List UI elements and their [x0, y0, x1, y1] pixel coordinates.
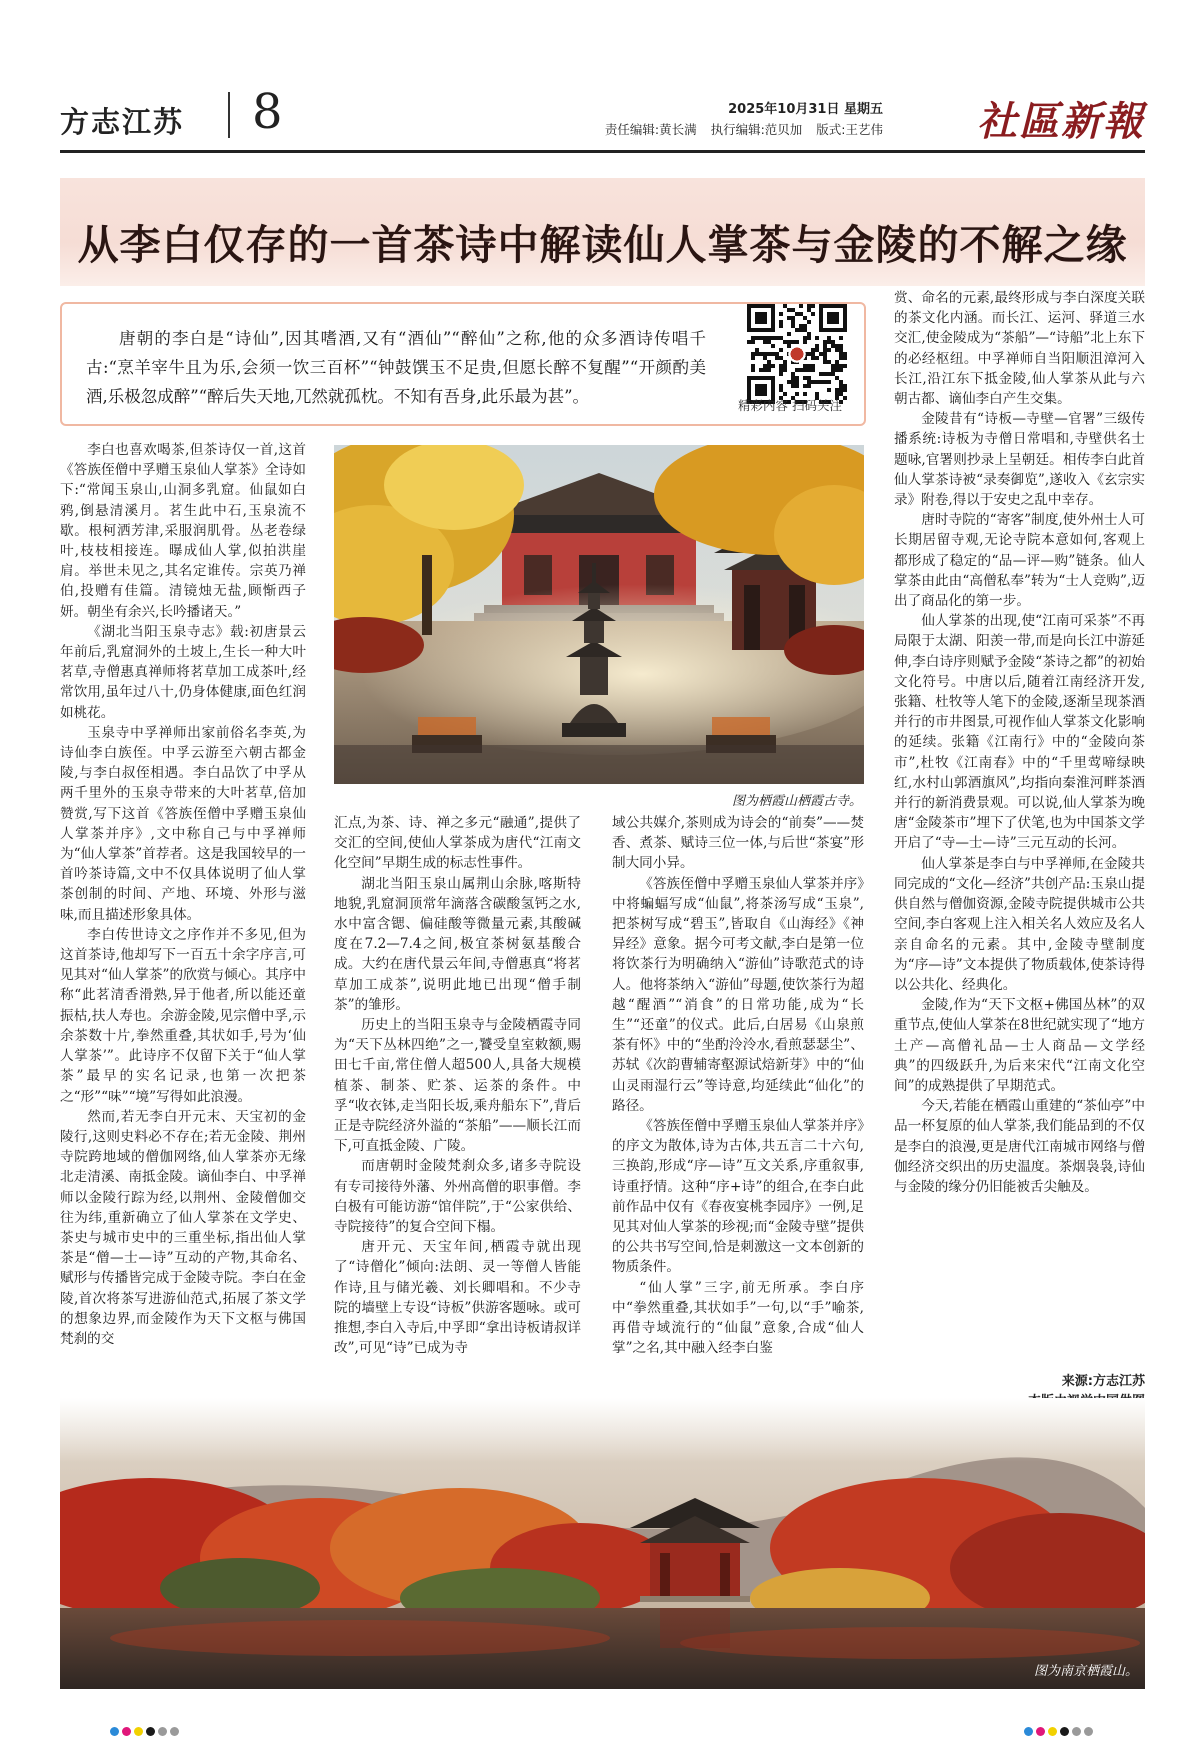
- paragraph: 汇点,为茶、诗、禅之多元“融通”,提供了交汇的空间,使仙人掌茶成为唐代“江南文化空间”早期生成的标志性事件。: [334, 815, 581, 872]
- newspaper-masthead: 社區新報: [977, 98, 1145, 145]
- article-headline: 从李白仅存的一首茶诗中解读仙人掌茶与金陵的不解之缘: [77, 221, 1128, 269]
- paragraph: 金陵,作为“天下文枢+佛国丛林”的双重节点,使仙人掌茶在8世纪就实现了“地方土产—高僧礼品—士人商品—文学经典”的四级跃升,为后来宋代“江南文化空间”的成熟提供了早期范式。: [894, 997, 1146, 1094]
- article-column-3: [612, 813, 864, 1358]
- paragraph: 而唐朝时金陵梵刹众多,诸多寺院设有专司接待外藩、外州高僧的职事僧。李白极有可能访游“馆伴院”,于“公家供给、寺院接待”的复合空间下榻。: [334, 1158, 581, 1236]
- article-column-4: [894, 288, 1145, 1197]
- print-registration-dots: [110, 1727, 179, 1737]
- color-dot: [110, 1727, 119, 1736]
- color-dot: [1072, 1727, 1081, 1736]
- paragraph: “仙人掌”三字,前无所承。李白序中“拳然重叠,其状如手”一句,以“手”喻茶,再借寺域流行的“仙鼠”意象,合成“仙人掌”之名,其中融入经李白鉴: [612, 1279, 864, 1357]
- paragraph: 唐开元、天宝年间,栖霞寺就出现了“诗僧化”倾向:法朗、灵一等僧人皆能作诗,且与储光羲、刘长卿唱和。不少寺院的墙壁上专设“诗板”供游客题咏。或可推想,李白入寺后,中孚即“拿出诗板请叔详改”,可见“诗”已成为寺: [334, 1239, 581, 1357]
- paragraph: 历史上的当阳玉泉寺与金陵栖霞寺同为“天下丛林四绝”之一,饕受皇室敕额,赐田七千亩,常住僧人超500人,具备大规模植茶、制茶、贮茶、运茶的条件。中孚“收衣钵,走当阳长坂,乘舟船东下”,背后正是寺院经济外溢的“茶船”——顺长江而下,可直抵金陵、广陵。: [334, 1017, 581, 1155]
- color-dot: [1048, 1727, 1057, 1736]
- issue-date: 2025年10月31日 星期五: [728, 102, 883, 117]
- print-registration-dots: [1024, 1727, 1093, 1737]
- paragraph: 唐时寺院的“寄客”制度,使外州士人可长期居留寺观,无论寺院本意如何,客观上都形成了稳定的“品—评—购”链条。仙人掌茶由此由“高僧私奉”转为“士人竞购”,迈出了商品化的第一步。: [894, 512, 1145, 610]
- paragraph: 仙人掌茶是李白与中孚禅师,在金陵共同完成的“文化—经济”共创产品:玉泉山提供自然与僧伽资源,金陵寺院提供城市公共空间,李白客观上注入相关名人效应及名人亲自命名的元素。其中,金陵寺壁制度为“序—诗”文本提供了物质载体,使茶诗得以公共化、经典化。: [894, 855, 1145, 993]
- page-number: 8: [252, 84, 283, 140]
- qr-caption: 精彩内容 扫码关注: [738, 398, 842, 413]
- lake-photo: [60, 1398, 1145, 1689]
- color-dot: [158, 1727, 167, 1736]
- paragraph: 湖北当阳玉泉山属荆山余脉,喀斯特地貌,乳窟洞顶常年滴落含碳酸氢钙之水,水中富含锶、偏硅酸等微量元素,其酸碱度在7.2—7.4之间,极宜茶树氨基酸合成。大约在唐代景云年间,寺僧惠真“将茗草加工成茶”,说明此地已出现“僧手制茶”的雏形。: [334, 875, 581, 1013]
- header-rule: [60, 150, 1145, 153]
- color-dot: [1036, 1727, 1045, 1736]
- section-name: 方志江苏: [60, 105, 185, 139]
- paragraph: 赏、命名的元素,最终形成与李白深度关联的茶文化内涵。而长江、运河、驿道三水交汇,使金陵成为“茶船”—“诗船”北上东下的必经枢纽。中孚禅师自当阳顺沮漳河入长江,沿江东下抵金陵,仙人掌茶从此与六朝古都、谪仙李白产生交集。: [894, 290, 1145, 408]
- headline-band: [60, 178, 1145, 286]
- paragraph: 玉泉寺中孚禅师出家前俗名李英,为诗仙李白族侄。中孚云游至六朝古都金陵,与李白叔侄相遇。李白品饮了中孚从两千里外的玉泉寺带来的大叶茗草,倍加赞赏,写下这首《答族侄僧中孚赠玉泉仙人掌茶并序》,文中称自己与中孚禅师为“仙人掌茶”首荐者。这是我国较早的一首吟茶诗篇,文中不仅具体说明了仙人掌茶创制的时间、产地、环境、外形与滋味,而且描述形象具体。: [60, 724, 306, 923]
- page-header: [60, 86, 1145, 146]
- qr-code-icon[interactable]: [744, 304, 850, 404]
- source-line: 来源:方志江苏: [1061, 1374, 1145, 1389]
- paragraph: 仙人掌茶的出现,使“江南可采茶”不再局限于太湖、阳羡一带,而是向长江中游延伸,李白诗序则赋予金陵“茶诗之都”的初始文化符号。中唐以后,随着江南经济开发,张籍、杜牧等人笔下的金陵,逐渐呈现茶酒并行的市井图景,可视作仙人掌茶文化影响的延续。张籍《江南行》中的“金陵向茶市”,杜牧《江南春》中的“千里莺啼绿映红,水村山郭酒旗风”,均指向秦淮河畔茶酒并行的新消费景观。可以说,仙人掌茶为晚唐“金陵茶市”埋下了伏笔,也为中国茶文学开启了“寺—士—诗”三元互动的长河。: [894, 613, 1145, 852]
- paragraph: 《答族侄僧中孚赠玉泉仙人掌茶并序》的序文为散体,诗为古体,共五言二十六句,三换韵,形成“序—诗”互文关系,序重叙事,诗重抒情。这种“序+诗”的组合,在李白此前作品中仅有《春夜宴桃李园序》一例,足见其对仙人掌茶的珍视;而“金陵寺壁”提供的公共书写空间,恰是刺激这一文本创新的物质条件。: [612, 1118, 864, 1276]
- paragraph: 金陵昔有“诗板—寺壁—官署”三级传播系统:诗板为寺僧日常唱和,寺壁供名士题咏,官署则抄录上呈朝廷。相传李白此首仙人掌茶诗被“录奏御览”,遂收入《玄宗实录》附卷,得以于安史之乱中幸存。: [894, 411, 1145, 509]
- temple-photo: [334, 445, 864, 784]
- lead-box: [60, 302, 866, 426]
- paragraph: 《湖北当阳玉泉寺志》载:初唐景云年前后,乳窟洞外的土坡上,生长一种大叶茗草,寺僧惠真禅师将茗草加工成茶叶,经常饮用,虽年过八十,仍身体健康,面色红润如桃花。: [60, 623, 306, 721]
- article-column-2: [334, 813, 581, 1358]
- header-divider: [228, 92, 230, 138]
- paragraph: 今天,若能在栖霞山重建的“茶仙亭”中品一杯复原的仙人掌茶,我们能品到的不仅是李白的浪漫,更是唐代江南城市网络与僧伽经济交织出的历史温度。茶烟袅袅,诗仙与金陵的缘分仍旧能被舌尖触及。: [894, 1098, 1145, 1195]
- article-column-1: [60, 440, 306, 1349]
- color-dot: [146, 1727, 155, 1736]
- color-dot: [1024, 1727, 1033, 1736]
- color-dot: [170, 1727, 179, 1736]
- color-dot: [134, 1727, 143, 1736]
- paragraph: 然而,若无李白开元末、天宝初的金陵行,这则史料必不存在;若无金陵、荆州寺院跨地域的僧伽网络,仙人掌茶亦无缘北走清溪、南抵金陵。谪仙李白、中孚禅师以金陵行踪为经,以荆州、金陵僧伽交往为纬,重新确立了仙人掌茶在文学史、茶史与城市史中的三重坐标,指出仙人掌茶是“僧—士—诗”互动的产物,其命名、赋形与传播皆完成于金陵寺院。李白在金陵,首次将茶写进游仙范式,拓展了茶文学的想象边界,而金陵作为天下文枢与佛国梵刹的交: [60, 1108, 306, 1347]
- temple-photo-caption: 图为栖霞山栖霞古寺。: [731, 794, 862, 809]
- paragraph: 域公共媒介,茶则成为诗会的“前奏”——焚香、煮茶、赋诗三位一体,与后世“茶宴”形制大同小异。: [612, 815, 864, 872]
- paragraph: 《答族侄僧中孚赠玉泉仙人掌茶并序》中将蝙蝠写成“仙鼠”,将茶汤写成“玉泉”,把茶树写成“碧玉”,皆取自《山海经》《神异经》意象。据今可考文献,李白是第一位将饮茶行为明确纳入“游仙”诗歌范式的诗人。他将茶纳入“游仙”母题,使饮茶行为超越“醒酒”“消食”的日常功能,成为“长生”“还童”的仪式。此后,白居易《山泉煎茶有怀》中的“坐酌泠泠水,看煎瑟瑟尘”、苏轼《次韵曹辅寄壑源试焙新芽》中的“仙山灵雨湿行云”等诗意,均延续此“仙化”的路径。: [612, 875, 864, 1114]
- paragraph: 李白传世诗文之序作并不多见,但为这首茶诗,他却写下一百五十余字序言,可见其对“仙人掌茶”的欣赏与倾心。其序中称“此茗清香滑熟,异于他者,所以能还童振枯,扶人寿也。余游金陵,见宗僧中孚,示余茶数十片,拳然重叠,其状如手,号为‘仙人掌茶’”。此诗序不仅留下关于“仙人掌茶”最早的实名记录,也第一次把茶之“形”“味”“境”写得如此浪漫。: [60, 926, 306, 1105]
- color-dot: [1084, 1727, 1093, 1736]
- lead-paragraph: 唐朝的李白是“诗仙”,因其嗜酒,又有“酒仙”“醉仙”之称,他的众多酒诗传唱千古:“烹羊宰牛且为乐,会须一饮三百杯”“钟鼓馔玉不足贵,但愿长醉不复醒”“开颜酌美酒,乐极忽成醉”“醉后失天地,兀然就孤枕。不知有吾身,此乐最为甚”。: [86, 329, 706, 406]
- editor-credits: 责任编辑:黄长满 执行编辑:范贝加 版式:王艺伟: [604, 122, 883, 137]
- color-dot: [122, 1727, 131, 1736]
- color-dot: [1060, 1727, 1069, 1736]
- paragraph: 李白也喜欢喝茶,但茶诗仅一首,这首《答族侄僧中孚赠玉泉仙人掌茶》全诗如下:“常闻玉泉山,山洞多乳窟。仙鼠如白鸦,倒悬清溪月。茗生此中石,玉泉流不歇。根柯洒芳津,采服润肌骨。丛老卷绿叶,枝枝相接连。曝成仙人掌,似拍洪崖肩。举世未见之,其名定谁传。宗英乃禅伯,投赠有佳篇。清镜烛无盐,顾惭西子妍。朝坐有余兴,长吟播诸天。”: [60, 442, 306, 620]
- lake-photo-caption: 图为南京栖霞山。: [1033, 1664, 1138, 1679]
